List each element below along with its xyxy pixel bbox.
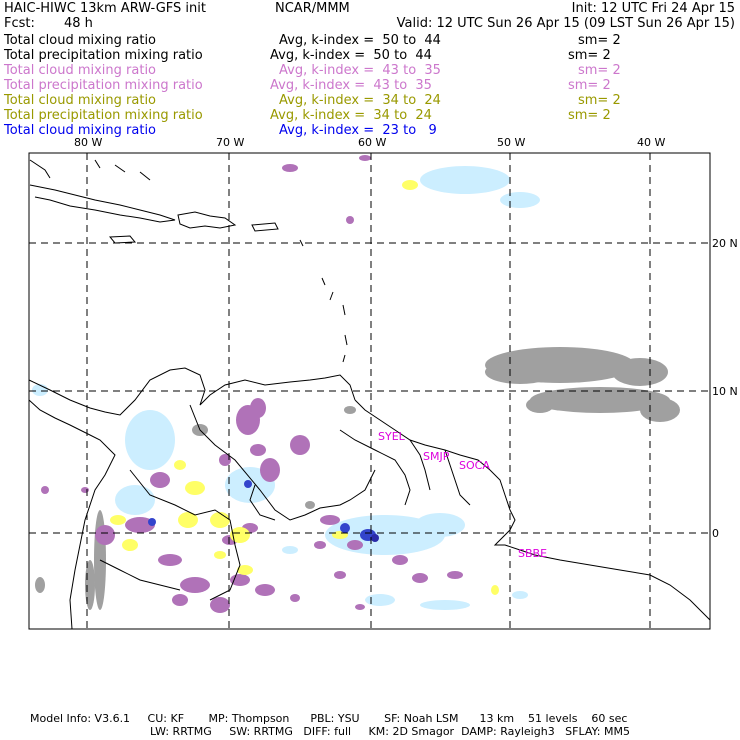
valid-time: Valid: 12 UTC Sun 26 Apr 15 (09 LST Sun 26 Apr 15) (396, 16, 735, 31)
lon-label: 60 W (358, 136, 387, 149)
legend-sm: sm= 2 (578, 93, 621, 108)
forecast-hours: 48 h (64, 16, 93, 31)
forecast-label: Fcst: (4, 16, 35, 31)
org-label: NCAR/MMM (275, 1, 350, 16)
legend-range: Avg, k-index = 50 to 44 (279, 33, 441, 48)
station-label: SOCA (459, 459, 490, 472)
station-label: SBBE (518, 547, 548, 560)
legend-range: Avg, k-index = 34 to 24 (270, 108, 432, 123)
lon-label: 70 W (216, 136, 245, 149)
lat-lon-grid (29, 153, 710, 629)
init-time: Init: 12 UTC Fri 24 Apr 15 (571, 1, 735, 16)
legend-sm: sm= 2 (568, 48, 611, 63)
lat-label: 10 N (712, 385, 738, 398)
legend-field: Total precipitation mixing ratio (4, 78, 203, 93)
lat-label: 20 N (712, 237, 738, 250)
lon-label: 50 W (497, 136, 526, 149)
model-info-line1: Model Info: V3.6.1 CU: KF MP: Thompson PBL: YSU SF: Noah LSM 13 km 51 levels 60 sec (30, 712, 628, 725)
station-label: SYEL (378, 430, 405, 443)
legend-range: Avg, k-index = 43 to 35 (279, 63, 441, 78)
legend-range: Avg, k-index = 23 to 9 (279, 123, 437, 138)
lon-label: 80 W (74, 136, 103, 149)
model-info-line2: LW: RRTMG SW: RRTMG DIFF: full KM: 2D Smagor DAMP: Rayleigh3 SFLAY: MM5 (150, 725, 630, 738)
lat-label: 0 (712, 527, 719, 540)
legend-field: Total cloud mixing ratio (4, 63, 157, 78)
legend-field: Total cloud mixing ratio (4, 123, 157, 138)
legend-sm: sm= 2 (578, 63, 621, 78)
gray-cloud-field (35, 347, 680, 610)
legend-field: Total precipitation mixing ratio (4, 48, 203, 63)
legend-range: Avg, k-index = 34 to 24 (279, 93, 441, 108)
legend-field: Total cloud mixing ratio (4, 93, 157, 108)
model-title: HAIC-HIWC 13km ARW-GFS init (4, 1, 206, 16)
lon-label: 40 W (637, 136, 666, 149)
legend-sm: sm= 2 (568, 108, 611, 123)
legend-range: Avg, k-index = 50 to 44 (270, 48, 432, 63)
legend-field: Total cloud mixing ratio (4, 33, 157, 48)
legend-sm: sm= 2 (568, 78, 611, 93)
legend-field: Total precipitation mixing ratio (4, 108, 203, 123)
legend-range: Avg, k-index = 43 to 35 (270, 78, 432, 93)
station-label: SMJP (423, 450, 450, 463)
legend-sm: sm= 2 (578, 33, 621, 48)
